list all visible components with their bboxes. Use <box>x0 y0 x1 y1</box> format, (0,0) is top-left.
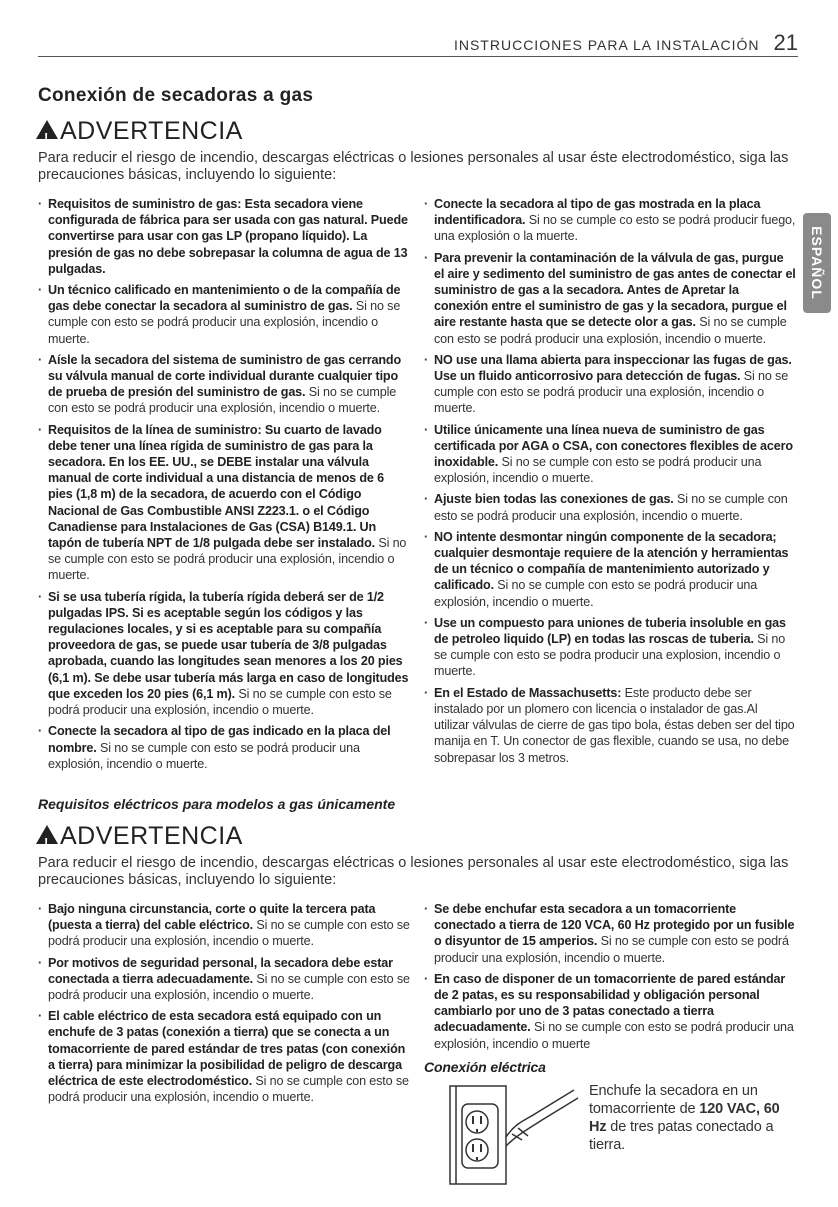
caption-voltage: 120 VAC, 60 Hz <box>589 1100 780 1135</box>
warning-list-item <box>38 282 410 347</box>
item-emphasis: Si se usa tubería rígida, la tubería rígida deberá ser de 1/2 pulgadas IPS. Si es aceptable según los códigos y las regulaciones locales, y si es aceptable para su compañía proveedora de gas, se puede usar tubería de 3/8 pulgadas aprobada, cuando las longitudes sean menores a los 20 pies (6,1 m). Se debe usar tubería más larga en caso de longitudes que exceden los 20 pies (6,1 m). <box>48 589 409 701</box>
item-emphasis: Conecte la secadora al tipo de gas mostrada en la placa indentificadora. <box>434 197 761 228</box>
item-text: Si no se cumple con esto se podrá producir una explosión, incendio o muerte. <box>434 578 758 609</box>
warning-intro-2: Para reducir el riesgo de incendio, descargas eléctricas o lesiones personales al usar este electrodoméstico, siga las precauciones básicas, incluyendo lo siguiente: <box>38 854 789 888</box>
warning-heading-text: ADVERTENCIA <box>60 821 243 850</box>
item-text: Si no se cumple con esto se podrá producir una explosión, incendio o muerte. <box>434 934 789 965</box>
warning2-left-column <box>38 901 410 1187</box>
item-text: Si no se cumple con esto se podrá producir una explosión, incendio o muerte. <box>48 536 407 583</box>
warning-list-item <box>38 422 410 584</box>
item-emphasis: NO intente desmontar ningún componente de la secadora; cualquier desmontaje requiere de la atención y herramientas de un técnico o compañía de mantenimiento autorizado y calificado. <box>434 529 789 593</box>
warning-list-item <box>424 491 796 523</box>
warning-triangle-icon <box>36 825 58 844</box>
warning-heading-1 <box>36 116 796 146</box>
item-text: Si no se cumple co esto se podrá producir fuego, una explosión o la muerte. <box>434 213 796 244</box>
item-text: Si no se cumple con esto se podrá producir una explosión, incendio o muerte. <box>48 971 410 1002</box>
warning-list-item <box>38 196 410 277</box>
section-title: Conexión de secadoras a gas <box>38 85 314 106</box>
warning-list-item <box>38 901 410 950</box>
item-emphasis: Aísle la secadora del sistema de suministro de gas cerrando su válvula manual de corte individual durante cualquier tipo de prueba de presión del suministro de gas. <box>48 352 402 400</box>
warning-list-item <box>38 589 410 719</box>
item-emphasis: Por motivos de seguridad personal, la secadora debe estar conectada a tierra adecuadamente. <box>48 955 393 986</box>
header-section-title: INSTRUCCIONES PARA LA INSTALACIÓN <box>453 37 760 53</box>
item-text: Si no se cumple con esto se podra producir una explosion, incendio o muerte. <box>434 632 786 679</box>
electrical-requirements-heading: Requisitos eléctricos para modelos a gas únicamente <box>38 795 396 812</box>
item-emphasis: Requisitos de suministro de gas: Esta secadora viene configurada de fábrica para ser usada con gas natural. Puede convertirse para usar con gas LP (propano líquido). La presión de gas no debe sobrepasar la columna de agua de 13 pulgadas. <box>48 197 408 276</box>
item-text: Si no se cumple con esto se podrá producir una explosión, incendio o muerte. <box>434 455 762 486</box>
caption-text: Enchufe la secadora en un tomacorriente de <box>589 1082 758 1117</box>
item-text: Si no se cumple con esto se podrá producir una explosión, incendio o muerte. <box>48 1073 409 1105</box>
item-text: Este producto debe ser instalado por un plomero con licencia o instalador de gas.Al utilizar válvulas de cierre de gas tipo bola, éstas deben ser del tipo manija en T. Un conector de gas flexible, cuando se usa, no debe sobrepasar los 3 metros. <box>434 685 795 765</box>
warning-list-item <box>424 615 796 680</box>
warning1-right-column <box>424 196 796 777</box>
item-emphasis: Use un compuesto para uniones de tuberia insoluble en gas de petroleo liquido (LP) en todas las roscas de tuberia. <box>434 615 786 647</box>
warning-list-item <box>424 529 796 610</box>
warning-list-item <box>424 250 796 347</box>
warning-list-item <box>424 352 796 417</box>
connection-caption <box>589 1082 789 1154</box>
warning1-columns <box>38 196 796 777</box>
warning1-left-column <box>38 196 410 777</box>
item-emphasis: NO use una llama abierta para inspeccionar las fugas de gas. Use un fluido anticorrosivo para detección de fugas. <box>434 352 792 384</box>
item-text: Si no se cumple con esto se podrá producir una explosión, incendio o muerte <box>434 1020 794 1051</box>
item-emphasis: Utilice únicamente una línea nueva de suministro de gas certificada por AGA o CSA, con conectores flexibles de acero inoxidable. <box>434 422 793 470</box>
item-emphasis: En caso de disponer de un tomacorriente de pared estándar de 2 patas, es su responsabilidad y obligación personal cambiarlo por uno de 3 patas conectado a tierra adecuadamente. <box>434 971 786 1035</box>
connection-figure <box>424 1082 796 1187</box>
warning2-right-column <box>424 901 796 1052</box>
warning-list-item <box>38 955 410 1004</box>
item-text: Si no se cumple con esto se podrá producir una explosión, incendio o muerte. <box>48 385 397 416</box>
item-emphasis: Conecte la secadora al tipo de gas indicado en la placa del nombre. <box>48 724 391 755</box>
outlet-plug-illustration <box>446 1082 581 1187</box>
item-text: Si no se cumple con esto se podrá producir una explosión, incendio o muerte. <box>434 315 787 346</box>
warning-intro-1: Para reducir el riesgo de incendio, descargas eléctricas o lesiones personales al usar éste electrodoméstico, siga las precauciones básicas, incluyendo lo siguiente: <box>38 150 789 183</box>
item-emphasis: Para prevenir la contaminación de la válvula de gas, purgue el aire y sedimento del suministro de gas antes de conectar el suministro de gas a la secadora. Antes de Apretar la conexión entre el suministro de gas y la secadora, purgue el aire restante hasta que se detecte olor a gas. <box>434 250 796 330</box>
warning-heading-2 <box>36 821 796 851</box>
item-text: Si no se cumple con esto se podrá producir una explosión, incendio o muerte. <box>48 299 401 346</box>
language-tab-label: ESPAÑOL <box>809 226 825 300</box>
item-text: Si no se cumple con esto se podrá producir una explosión, incendio o muerte. <box>434 492 788 523</box>
warning2-right-column-wrap <box>424 901 796 1187</box>
warning-list-item <box>424 422 796 487</box>
item-emphasis: Ajuste bien todas las conexiones de gas. <box>434 492 674 507</box>
warning-list-item <box>38 1008 410 1105</box>
item-emphasis: Se debe enchufar esta secadora a un tomacorriente conectado a tierra de 120 VCA, 60 Hz protegido por un fusible o disyuntor de 15 amperios. <box>434 901 795 949</box>
warning-list-item <box>424 901 796 966</box>
page-content <box>38 0 796 1207</box>
item-emphasis: Un técnico calificado en mantenimiento o de la compañía de gas debe conectar la secadora al suministro de gas. <box>48 283 401 314</box>
language-tab <box>803 213 831 313</box>
caption-text: de tres patas conectado a tierra. <box>589 1118 774 1153</box>
warning-list-item <box>424 685 796 766</box>
item-emphasis: El cable eléctrico de esta secadora está equipado con un enchufe de 3 patas (conexión a tierra) que se conecta a un tomacorriente de pared estándar de tres patas (con conexión a tierra) para minimizar la posibilidad de peligro de descarga eléctrica de este electrodoméstico. <box>48 1009 406 1088</box>
item-emphasis: Bajo ninguna circunstancia, corte o quite la tercera pata (puesta a tierra) del cable eléctrico. <box>48 901 376 933</box>
warning2-columns <box>38 901 796 1187</box>
item-text: Si no se cumple con esto se podrá producir una explosión, incendio o muerte. <box>434 369 789 416</box>
item-text: Si no se cumple con esto se podrá producir una explosión, incendio o muerte. <box>48 740 360 771</box>
page-number: 21 <box>773 30 798 55</box>
warning-list-item <box>424 196 796 245</box>
item-text: Si no se cumple con esto se podrá producir una explosión, incendio o muerte. <box>48 686 392 718</box>
warning-heading-text: ADVERTENCIA <box>60 117 243 145</box>
warning-list-item <box>38 723 410 772</box>
warning-list-item <box>38 352 410 417</box>
electrical-connection-heading: Conexión eléctrica <box>424 1058 546 1075</box>
item-emphasis: En el Estado de Massachusetts: <box>434 685 622 700</box>
warning-list-item <box>424 971 796 1052</box>
warning-triangle-icon <box>36 120 58 139</box>
item-text: Si no se cumple con esto se podrá producir una explosión, incendio o muerte. <box>48 918 410 949</box>
item-emphasis: Requisitos de la línea de suministro: Su cuarto de lavado debe tener una línea rígida de suministro de gas para la secadora. En los EE. UU., se DEBE instalar una válvula manual de corte individual a una distancia de menos de 6 pies (1,8 m) de la secadora, de acuerdo con el Código Nacional de Gas Combustible ANSI Z223.1. o el Código Canadiense para Instalaciones de Gas (CSA) B149.1. Un tapón de tubería NPT de 1/8 pulgada debe ser instalado. <box>48 422 384 551</box>
